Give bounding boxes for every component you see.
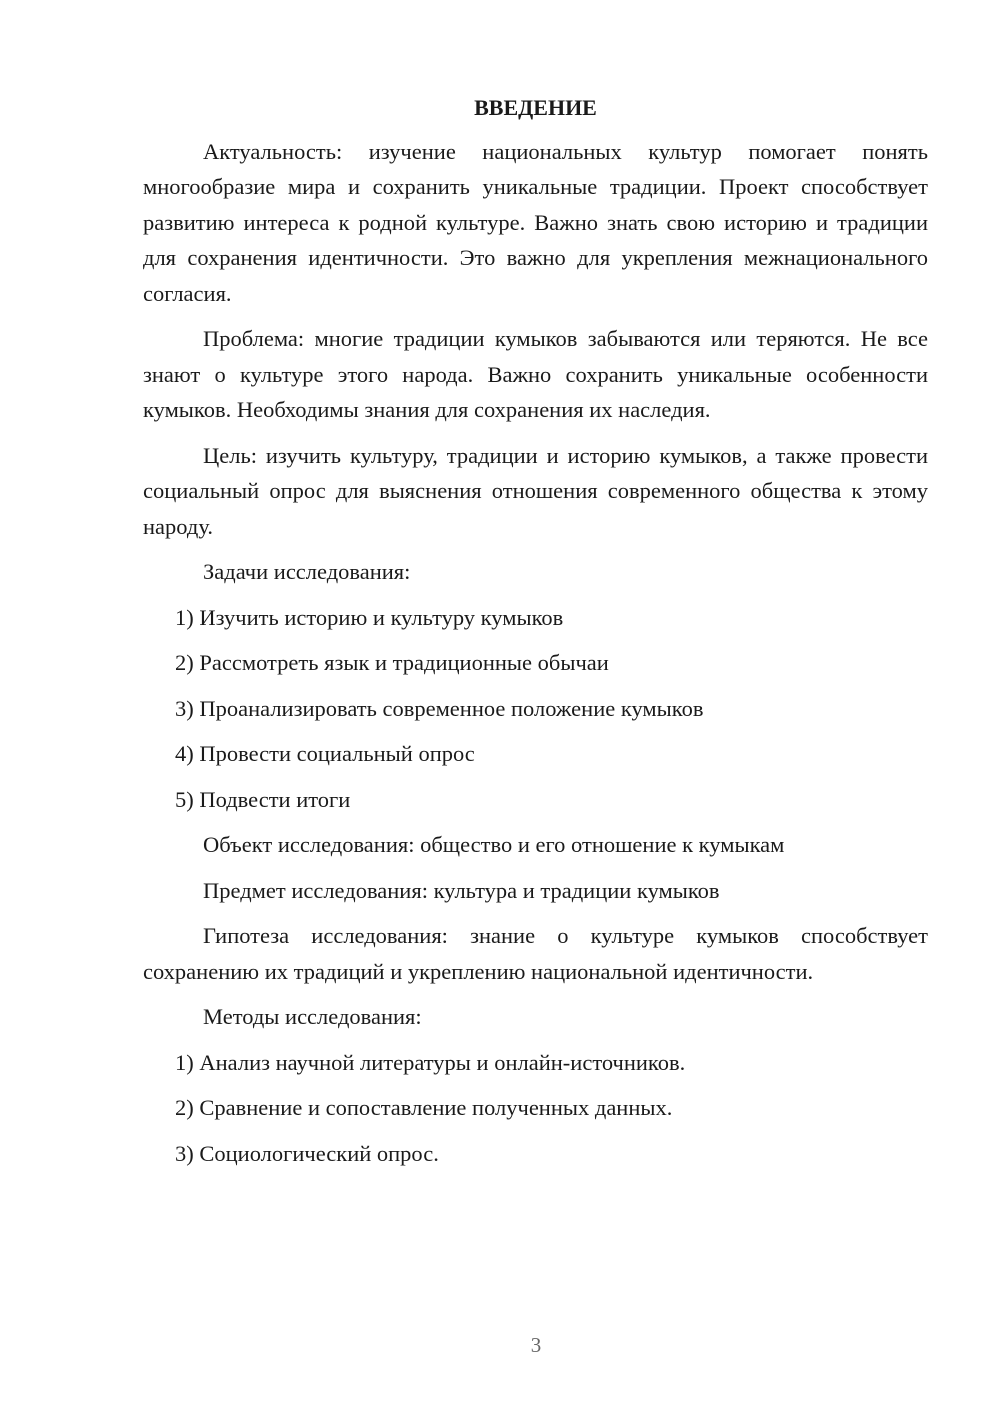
methods-list	[143, 1045, 928, 1172]
method-item: 2) Сравнение и сопоставление полученных данных.	[175, 1095, 673, 1120]
problem-paragraph: Проблема: многие традиции кумыков забываются или теряются. Не все знают о культуре этого народа. Важно сохранить уникальные особенности кумыков. Необходимы знания для сохранения их наследия.	[143, 326, 928, 422]
tasks-title: Задачи исследования:	[203, 559, 411, 584]
task-item: 4) Провести социальный опрос	[175, 741, 475, 766]
method-item: 3) Социологический опрос.	[175, 1140, 439, 1166]
hypothesis-paragraph: Гипотеза исследования: знание о культуре кумыков способствует сохранению их традиций и укреплению национальной идентичности.	[143, 923, 928, 984]
goal-paragraph: Цель: изучить культуру, традиции и историю кумыков, а также провести социальный опрос для выяснения отношения современного общества к этому народу.	[143, 442, 928, 539]
object-paragraph: Объект исследования: общество и его отношение к кумыкам	[203, 832, 785, 857]
method-item: 1) Анализ научной литературы и онлайн-источников.	[175, 1049, 686, 1075]
task-item: 3) Проанализировать современное положение кумыков	[175, 695, 704, 721]
methods-title: Методы исследования:	[203, 1004, 422, 1029]
subject-paragraph: Предмет исследования: культура и традиции кумыков	[203, 877, 720, 903]
tasks-list	[143, 600, 928, 818]
relevance-paragraph: Актуальность: изучение национальных культур помогает понять многообразие мира и сохранить уникальные традиции. Проект способствует развитию интереса к родной культуре. Важно знать свою историю и традиции для сохранения идентичности. Это важно для укрепления межнационального согласия.	[143, 138, 928, 306]
task-item: 2) Рассмотреть язык и традиционные обычаи	[175, 650, 609, 675]
page-content	[143, 90, 928, 1181]
task-item: 1) Изучить историю и культуру кумыков	[175, 604, 564, 630]
task-item: 5) Подвести итоги	[175, 786, 351, 812]
section-heading: ВВЕДЕНИЕ	[474, 95, 597, 120]
page-number: 3	[530, 1333, 542, 1357]
